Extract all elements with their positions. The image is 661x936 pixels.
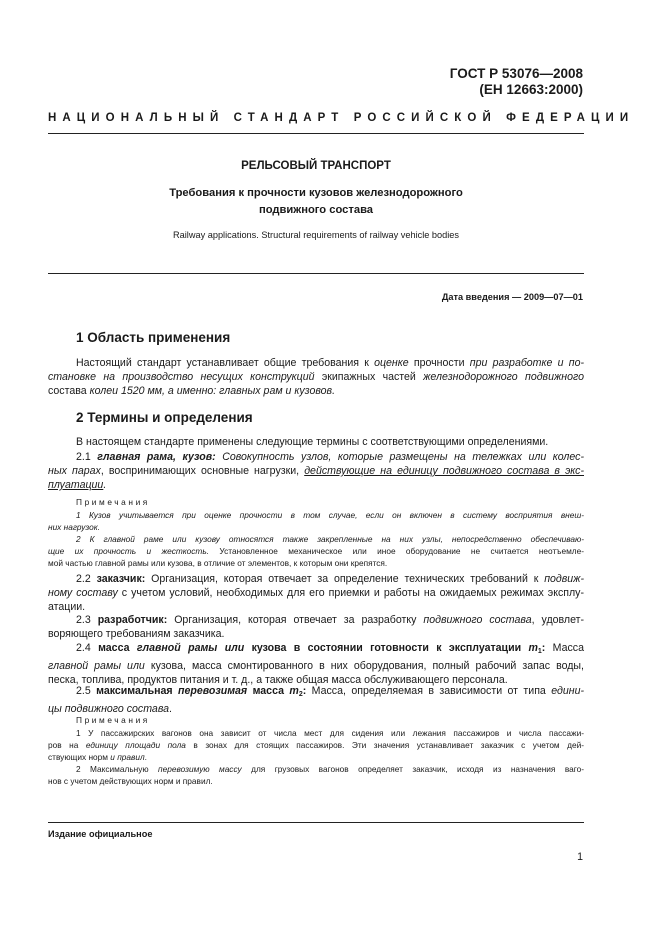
introduction-date: Дата введения — 2009—07—01 [441, 292, 583, 302]
page-number: 1 [577, 851, 583, 863]
gost-number: ГОСТ Р 53076—2008 [449, 66, 583, 81]
notes-1: 1 Кузов учитывается при оценке прочности в том случае, если он включен в систему восприятия внеш- них нагрузок. 2 К главной раме или кузову относятся также закрепленные на них узлы, непосредственно обеспечиваю- щие их прочность и жесткость. Установленное механическое или иное оборудование не считается неотъемле- мой частью главной рамы или кузова, в отличие от элементов, к которым они крепятся. [48, 510, 584, 568]
english-title: Railway applications. Structural requirements of railway vehicle bodies [173, 230, 459, 240]
s1-line-3: состава колеи 1520 мм, а именно: главных рам и кузовов. [48, 385, 336, 397]
standard-designation [450, 66, 583, 98]
footer-divider [48, 822, 584, 823]
notes-2: 1 У пассажирских вагонов она зависит от числа мест для сидения или лежания пассажиров и числа пассажи- ров на единицу площади пола в зонах для стоящих пассажиров. Эти значения устанавливает заказчик с учетом дей- ствующих норм и правил. 2 Максимальную перевозимую массу для грузовых вагонов определяет заказчик, исходя из назначения ваго- нов с учетом действующих норм и правил. [48, 728, 584, 786]
definition-2-2: 2.2 заказчик: Организация, которая отвечает за определение технических требований к подвиж- ному составу с учетом условий, необходимых для его приемки и работы на ожидаемых режимах эксплу- атации. [48, 573, 585, 613]
section-1-heading: 1 Область применения [76, 330, 231, 345]
section-2-heading: 2 Термины и определения [76, 410, 253, 425]
s1-line-1: Настоящий стандарт устанавливает общие требования к оценке прочности при разработке и по- [76, 357, 584, 369]
notes-2-heading: Примечания [76, 715, 150, 725]
top-divider [48, 133, 584, 134]
section-1-paragraph [48, 356, 584, 398]
national-standard-banner: НАЦИОНАЛЬНЫЙ СТАНДАРТ РОССИЙСКОЙ ФЕДЕРАЦИИ [48, 112, 635, 124]
document-title: РЕЛЬСОВЫЙ ТРАНСПОРТ [241, 160, 391, 172]
document-subtitle: Требования к прочности кузовов железнодорожного подвижного состава [169, 187, 463, 216]
publication-label: Издание официальное [48, 829, 153, 839]
definition-2-5: 2.5 максимальная перевозимая масса $m_2$: Масса, определяемая в зависимости от типа едини- цы подвижного состава. [48, 685, 585, 715]
definition-2-4: 2.4 масса главной рамы или кузова в состоянии готовности к эксплуатации $m_1$: Масса главной рамы или кузова, масса смонтированного в них оборудования, полный рабочий запас воды, песка, топлива, продуктов питания и т. д., а также общая масса обслуживающего персонала. [48, 642, 584, 686]
en-number: (ЕН 12663:2000) [479, 82, 583, 97]
definition-2-1: 2.1 главная рама, кузов: Совокупность узлов, которые размещены на тележках или колес- ных парах, воспринимающих основные нагрузки, действующие на единицу подвижного состава в экс- плуатации. [48, 451, 585, 491]
s1-line-2: становке на производство несущих конструкций экипажных частей железнодорожного подвижного [48, 371, 584, 383]
notes-1-heading: Примечания [76, 497, 150, 507]
section-2-intro: В настоящем стандарте применены следующие термины с соответствующими определениями. [76, 436, 549, 448]
definition-2-3: 2.3 разработчик: Организация, которая отвечает за разработку подвижного состава, удовлет- воряющего требованиям заказчика. [48, 614, 585, 640]
title-divider [48, 273, 584, 274]
